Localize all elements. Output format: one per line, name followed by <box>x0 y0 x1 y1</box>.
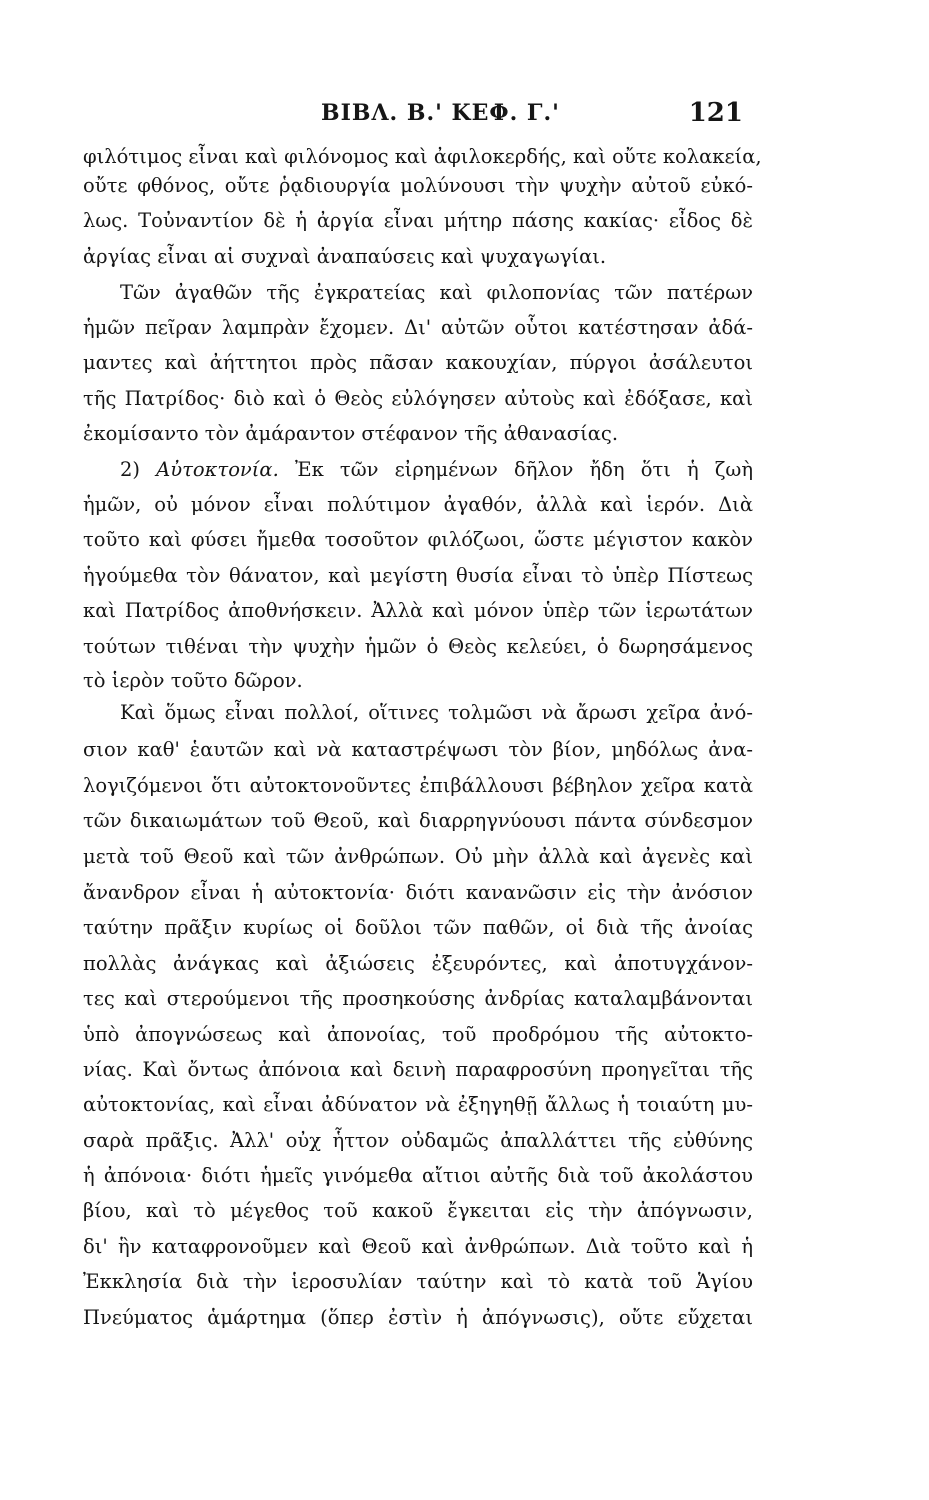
text-line: Πνεύματος ἁμάρτημα (ὅπερ ἐστὶν ἡ ἀπόγνωσις), οὔτε εὔχεται <box>83 1306 753 1329</box>
text-line: ἡ ἀπόνοια· διότι ἡμεῖς γινόμεθα αἴτιοι αὐτῆς διὰ τοῦ ἀκολάστου <box>83 1164 753 1187</box>
text-line: τοῦτο καὶ φύσει ἤμεθα τοσοῦτον φιλόζωοι, ὥστε μέγιστον κακὸν <box>83 528 753 551</box>
section-title: Αὐτοκτονία. <box>156 458 279 481</box>
text-line: τες καὶ στερούμενοι τῆς προσηκούσης ἀνδρίας καταλαμβάνονται <box>83 987 753 1010</box>
text-line: λογιζόμενοι ὅτι αὐτοκτονοῦντες ἐπιβάλλουσι βέβηλον χεῖρα κατὰ <box>83 774 753 797</box>
text-line: μετὰ τοῦ Θεοῦ καὶ τῶν ἀνθρώπων. Οὐ μὴν ἀλλὰ καὶ ἀγενὲς καὶ <box>83 845 753 868</box>
text-line: μαντες καὶ ἀήττητοι πρὸς πᾶσαν κακουχίαν, πύργοι ἀσάλευτοι <box>83 351 753 374</box>
section-number: 2) <box>120 458 141 481</box>
running-head <box>83 98 743 134</box>
text-line: σαρὰ πρᾶξις. Ἀλλ' οὐχ ἧττον οὐδαμῶς ἀπαλλάττει τῆς εὐθύνης <box>83 1129 753 1152</box>
text-line: ἡγούμεθα τὸν θάνατον, καὶ μεγίστη θυσία εἶναι τὸ ὑπὲρ Πίστεως <box>83 564 753 587</box>
section-2-line <box>83 458 753 482</box>
text-line: τῆς Πατρίδος· διὸ καὶ ὁ Θεὸς εὐλόγησεν αὐτοὺς καὶ ἐδόξασε, καὶ <box>83 387 753 410</box>
section-text: Ἐκ τῶν εἰρημένων δῆλον ἤδη ὅτι ἡ ζωὴ <box>294 458 754 481</box>
text-line: ἄνανδρον εἶναι ἡ αὐτοκτονία· διότι κανανῶσιν εἰς τὴν ἀνόσιον <box>83 881 753 904</box>
text-line: ἡμῶν πεῖραν λαμπρὰν ἔχομεν. Δι' αὐτῶν οὗτοι κατέστησαν ἀδά- <box>83 316 753 339</box>
text-line: Τῶν ἀγαθῶν τῆς ἐγκρατείας καὶ φιλοπονίας τῶν πατέρων <box>120 281 753 304</box>
text-line: τὸ ἱερὸν τοῦτο δῶρον. <box>83 669 303 692</box>
running-head-title: ΒΙΒΛ. Β.' ΚΕΦ. Γ.' <box>321 100 560 126</box>
text-line: νίας. Καὶ ὄντως ἀπόνοια καὶ δεινὴ παραφροσύνη προηγεῖται τῆς <box>83 1058 753 1081</box>
text-line: δι' ἣν καταφρονοῦμεν καὶ Θεοῦ καὶ ἀνθρώπων. Διὰ τοῦτο καὶ ἡ <box>83 1235 753 1258</box>
text-line: ἀργίας εἶναι αἱ συχναὶ ἀναπαύσεις καὶ ψυχαγωγίαι. <box>83 245 607 268</box>
text-line: ἡμῶν, οὐ μόνον εἶναι πολύτιμον ἀγαθόν, ἀλλὰ καὶ ἱερόν. Διὰ <box>83 493 753 516</box>
text-line: φιλότιμος εἶναι καὶ φιλόνομος καὶ ἀφιλοκερδής, καὶ οὔτε κολακεία, <box>83 145 762 168</box>
text-line: αὐτοκτονίας, καὶ εἶναι ἀδύνατον νὰ ἐξηγηθῇ ἄλλως ἡ τοιαύτη μυ- <box>83 1093 753 1116</box>
page-number: 121 <box>688 98 743 128</box>
text-line: ταύτην πρᾶξιν κυρίως οἱ δοῦλοι τῶν παθῶν, οἱ διὰ τῆς ἀνοίας <box>83 916 753 939</box>
text-line: τῶν δικαιωμάτων τοῦ Θεοῦ, καὶ διαρρηγνύουσι πάντα σύνδεσμον <box>83 809 753 832</box>
text-line: ἐκομίσαντο τὸν ἀμάραντον στέφανον τῆς ἀθανασίας. <box>83 422 619 445</box>
text-line: σιον καθ' ἑαυτῶν καὶ νὰ καταστρέψωσι τὸν βίον, μηδόλως ἀνα- <box>83 738 753 761</box>
text-line: ὑπὸ ἀπογνώσεως καὶ ἀπονοίας, τοῦ προδρόμου τῆς αὐτοκτο- <box>83 1023 753 1046</box>
text-line: πολλὰς ἀνάγκας καὶ ἀξιώσεις ἐξευρόντες, καὶ ἀποτυγχάνον- <box>83 952 753 975</box>
text-line: τούτων τιθέναι τὴν ψυχὴν ἡμῶν ὁ Θεὸς κελεύει, ὁ δωρησάμενος <box>83 635 753 658</box>
text-line: οὔτε φθόνος, οὔτε ῥᾳδιουργία μολύνουσι τὴν ψυχὴν αὐτοῦ εὐκό- <box>83 174 753 197</box>
text-line: Καὶ ὅμως εἶναι πολλοί, οἵτινες τολμῶσι νὰ ἄρωσι χεῖρα ἀνό- <box>120 701 753 724</box>
text-line: καὶ Πατρίδος ἀποθνήσκειν. Ἀλλὰ καὶ μόνον ὑπὲρ τῶν ἱερωτάτων <box>83 599 753 622</box>
text-line: Ἐκκλησία διὰ τὴν ἱεροσυλίαν ταύτην καὶ τὸ κατὰ τοῦ Ἁγίου <box>83 1270 753 1293</box>
text-line: λως. Τοὐναντίον δὲ ἡ ἀργία εἶναι μήτηρ πάσης κακίας· εἶδος δὲ <box>83 209 753 232</box>
text-line: βίου, καὶ τὸ μέγεθος τοῦ κακοῦ ἔγκειται εἰς τὴν ἀπόγνωσιν, <box>83 1199 753 1222</box>
